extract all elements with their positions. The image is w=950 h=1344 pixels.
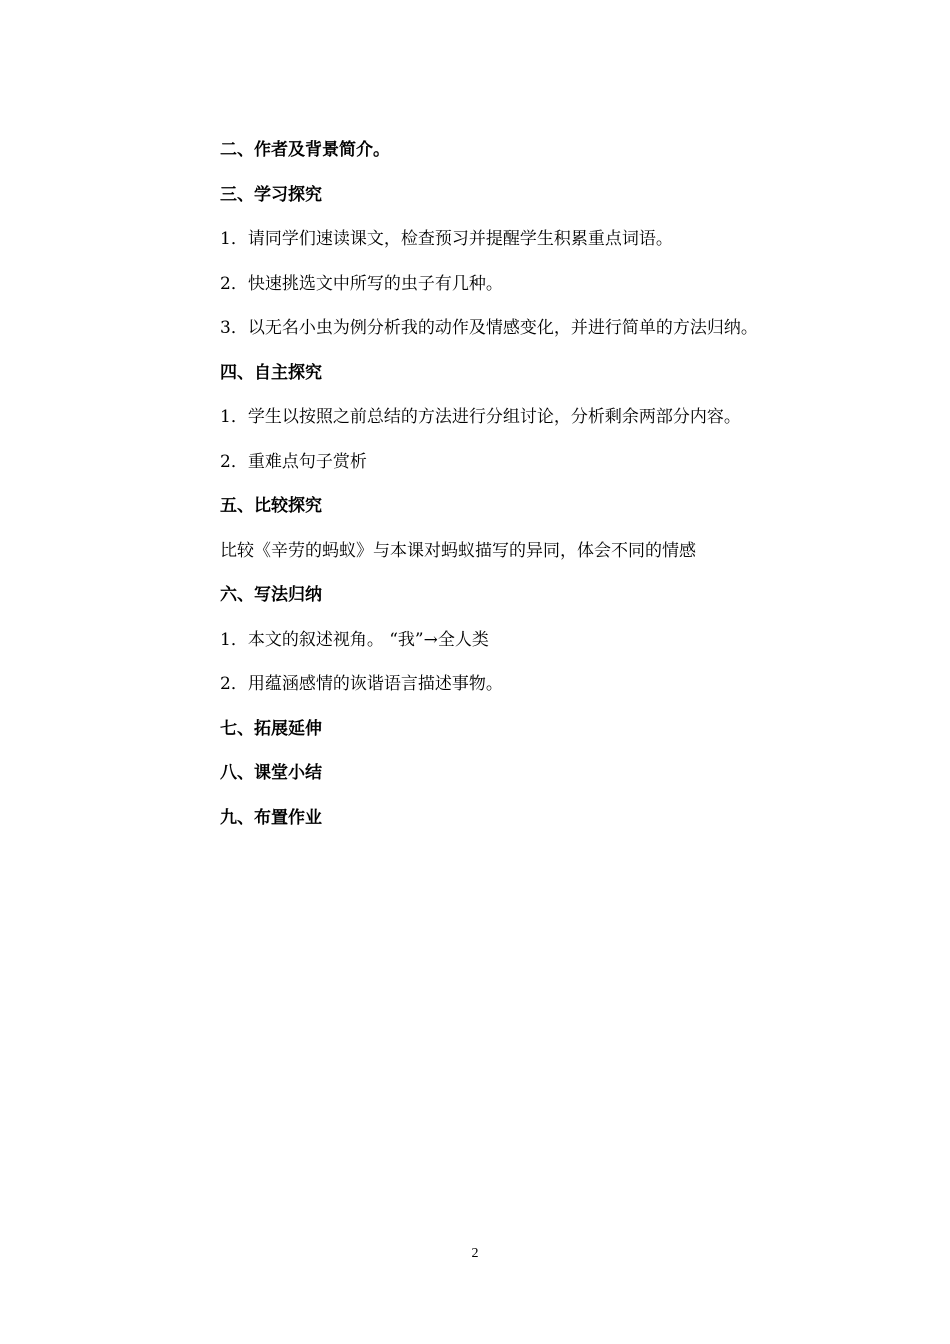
section-heading-homework: 九、布置作业: [220, 807, 322, 828]
section-heading-learning-inquiry: 三、学习探究: [220, 184, 322, 205]
paragraph-item: 2．重难点句子赏析: [220, 451, 367, 472]
section-heading-summary: 八、课堂小结: [220, 763, 322, 783]
paragraph-item: 比较《辛劳的蚂蚁》与本课对蚂蚁描写的异同，体会不同的情感: [220, 540, 696, 561]
section-heading-extension: 七、拓展延伸: [220, 718, 322, 739]
paragraph-item: 3．以无名小虫为例分析我的动作及情感变化，并进行简单的方法归纳。: [220, 318, 758, 338]
paragraph-item: 1．本文的叙述视角。 “我”→全人类: [220, 629, 489, 650]
page-number: 2: [471, 1246, 479, 1261]
paragraph-item: 2．用蕴涵感情的诙谐语言描述事物。: [220, 674, 503, 694]
section-heading-self-inquiry: 四、自主探究: [220, 362, 322, 383]
section-heading-writing-method: 六、写法归纳: [220, 585, 322, 605]
paragraph-item: 1．学生以按照之前总结的方法进行分组讨论，分析剩余两部分内容。: [220, 407, 741, 427]
section-heading-author-background: 二、作者及背景简介。: [220, 140, 390, 160]
document-body: [220, 134, 860, 846]
paragraph-item: 1．请同学们速读课文，检查预习并提醒学生积累重点词语。: [220, 229, 673, 249]
section-heading-comparison: 五、比较探究: [220, 496, 322, 516]
paragraph-item: 2．快速挑选文中所写的虫子有几种。: [220, 273, 503, 294]
